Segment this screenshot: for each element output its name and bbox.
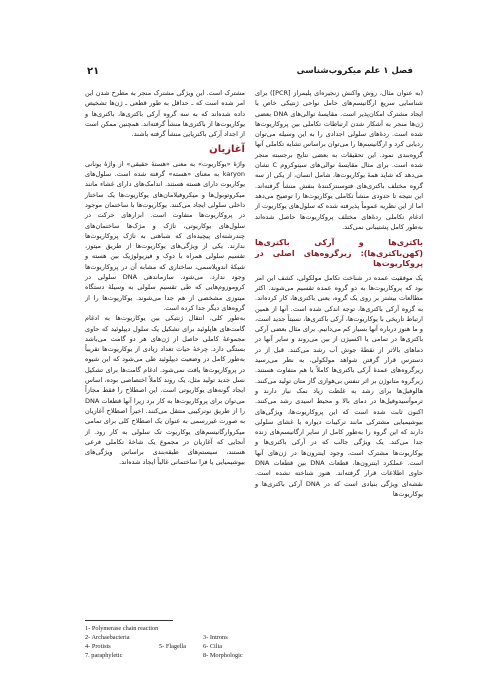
- chapter-title: فصل ۱ علم میکروب‌شناسی: [296, 66, 413, 76]
- paragraph-genetic-transfer: به‌طور کلی، انتقال ژنتیکی بین یوکاریوت‌ها به ادغام گامت‌های هاپلوئید برای تشکیل یک سلول دیپلوئید که حاوی مجموعهٔ کاملی حاصل از ژن‌های هر دو گامت می‌باشد بستگی دارد. چرخهٔ حیات تعداد زیادی از یوکاریوت‌ها تقریباً به‌طور کامل در وضعیت دیپلوئید طی می‌شود که این شیوه در پروکاریوت‌ها یافت نمی‌شود. ادغام گامت‌ها برای تشکیل نسل جدید تولید مثل، یک روند کاملاً اختصاصی بوده، اساس ایجاد گونه‌های یوکاریوتی است. این اصطلاح را فقط مجازاً می‌توان برای پروکاریوت‌ها به کار برد زیرا آنها قطعات DNA را از طریق نوترکیبی منتقل می‌کنند. اخیراً اصطلاح آغازیان به صورت غیررسمی به عنوان یک اصطلاح کلی برای تمامی میکروارگانیسم‌های یوکاریوت تک سلولی به کار رود. از آنجایی که آغازیان در مجموع یک شاخهٔ تکاملی فرعی هستند، سیستم‌های طبقه‌بندی براساس ویژگی‌های بیوشیمیایی یا فرا ساختمانی غالباً ایجاد شده‌اند.: [85, 314, 245, 467]
- right-column: [255, 88, 423, 499]
- section-heading-archaebacteria: باکتری‌ها و آرکی باکتری‌ها (کهن‌باکتری‌ها): زیرگروه‌های اصلی در پروکاریوت‌ها: [255, 238, 423, 269]
- paragraph-shared-traits: مشترک است. این ویژگی مشترک منجر به مطرح شدن این امر شده است که ـ حداقل به طور قطعی ـ ژن‌ها تشخیص داده شده‌اند که به سه گروه آرکی باکتری‌ها، باکتری‌ها و یوکاریوت‌ها از باکتری‌ها منشأ گرفته‌اند. همچنین ممکن است از اجداد آرکی باکتریایی منشأ گرفته باشند.: [85, 89, 245, 139]
- footnote: 5- Flagella: [159, 643, 187, 650]
- footnotes: [85, 624, 255, 660]
- left-column: [85, 88, 245, 468]
- footnote-row: [85, 633, 255, 642]
- footnote: 1- Polymerase chain reaction: [85, 625, 159, 632]
- footnote-row: [85, 624, 255, 633]
- footnote: 6- Cilia: [203, 643, 223, 650]
- footnote-row: [85, 651, 255, 660]
- footnote-row: [85, 642, 255, 651]
- section-heading-protists: آغازیان: [209, 144, 245, 156]
- footnote-divider: [85, 620, 173, 621]
- footnote: 3- Introns: [203, 634, 228, 641]
- paragraph-archaebacteria: یک موفقیت عمده در شناخت تکامل مولکولی، کشف این امر بود که پروکاریوت‌ها به دو گروه عمده تقسیم می‌شوند. اکثر مطالعات بیشتر بر روی یک گروه، یعنی باکتری‌ها، کار کرده‌اند. به گروه آرکی باکتری‌ها، توجه اندکی شده است. آنها از همین ارتباط تاریخی با یوکاریوت‌ها، آرکی باکتری‌ها، نسبتاً جدید است، و ما هنوز درباره آنها بسیار کم می‌دانیم. برای مثال بعضی آرکی باکتری‌ها در تمامی یا اکسیژن از بین می‌روند و سایر آنها در دماهای بالاتر از نقطهٔ جوش آب رشد می‌کنند. قبل از در دسترس قرار گرفتن شواهد مولکولی، به نظر می‌رسید زیرگروه‌های عمدهٔ آرکی باکتری‌ها کاملاً با هم متفاوت هستند. زیرگروه متانوژن بر اثر تنفس بی‌هوازی گاز متان تولید می‌کنند. هالوفیل‌ها برای رشد به غلظت زیاد نمک نیاز دارند و ترموآسیدوفیل‌ها در دمای بالا و محیط اسیدی رشد می‌کنند. اکنون ثابت شده است که این پروکاریوت‌ها، ویژگی‌های بیوشیمیایی مشترکی مانند ترکیبات دیواره یا غشای سلولی دارند که این گروه را به‌طور کامل از سایر ارگانیسم‌های زنده جدا می‌کند. یک ویژگی جالب که در آرکی باکتری‌ها و یوکاریوت‌ها مشترک است، وجود اینترون‌ها در ژن‌های آنها است. عملکرد اینترون‌ها، قطعات DNA بین قطعات DNA حاوی اطلاعات قرار گرفته‌اند. هنوز شناخته نشده است. نقشه‌ای ویژگی بنیادی است که در DNA آرکی باکتری‌ها و یوکاریوت‌ها: [255, 273, 424, 498]
- footnote: 4- Protists: [85, 643, 111, 650]
- footnote: 2- Archaebacteria: [85, 634, 130, 641]
- paragraph-eukaryote-definition: واژهٔ «یوکاریوت» به معنی «هستهٔ حقیقی» از واژهٔ یونانی karyon به معنای «هسته» گرفته شده است. سلول‌های یوکاریوت دارای هسته هستند. اندامک‌های دارای غشاء مانند میکروتوبول‌ها و میکروفیلامان‌های یوکاریوت‌ها یک ساختار داخلی سلولی ایجاد می‌کنند. یوکاریوت‌ها با ساختمان موجود در پروکاریوت‌ها متفاوت است. ابزارهای حرکت در سلول‌های یوکاریوتی، تاژک و مژک‌ها ساختمان‌های چندرشته‌ای پیچیده‌ای که شباهتی به تاژک پروکاریوت‌ها ندارند. یکی از ویژگی‌های یوکاریوت‌ها از طریق میتوز، تقسیم سلولی همراه با دوک و فیزیولوژیک بین هسته و شبکهٔ اندوپلاسمی، ساختاری که مشابه آن در پروکاریوت‌ها وجود ندارد. می‌شود. سازماندهی DNA سلولی در کروموزوم‌هایی که طی تقسیم سلولی به وسیلهٔ دستگاه میتوزی مشخصی از هم جدا می‌شوند. یوکاریوت‌ها را از گروه‌های دیگر جدا کرده است.: [85, 159, 245, 312]
- footnote: 7. paraphyletic: [85, 652, 123, 659]
- page-number: ۲۱: [87, 66, 100, 77]
- page-header: [85, 66, 415, 82]
- footnote: 8- Morphologic: [203, 652, 243, 659]
- paragraph-molecular-evolution: (به عنوان مثال، روش واکنش زنجیره‌ای پلیمراز [PCR]) برای شناسایی سریع ارگانیسم‌های حامل نواحی ژنتیکی خاص یا ایجاد مشترک امکان‌پذیر است. مقایسهٔ توالی‌های DNA بعضی ژن‌ها منجر به آشکار شدن ارتباطات تکاملی بین پروکاریوت‌ها شده است. ردهٔ‌های سلولی اجدادی را به این وسیله می‌توان ردیابی کرد و ارگانیسم‌ها را می‌توان براساس تشابه تکاملی آنها گروه‌بندی نمود. این تحقیقات به بعضی نتایج برجسته منجر شده است. برای مثال مقایسهٔ توالی‌های سیتوکروم C نشان می‌دهد که شاید همهٔ یوکاریوت‌ها، شامل انسان، از یکی از سه گروه مختلف باکتری‌های فتوسنتزکنندهٔ بنفش منشأ گرفته‌اند. این نتیجه تا حدودی منشأ تکاملی یوکاریوت‌ها را توضیح می‌دهد اما از این نظریه عموماً پذیرفته شده که سلول‌های یوکاریوت از ادغام تکاملی ردهٔ‌های مختلف پروکاریوت‌ها حاصل شده‌اند به‌طور کامل پشتیبانی نمی‌کند.: [255, 89, 423, 231]
